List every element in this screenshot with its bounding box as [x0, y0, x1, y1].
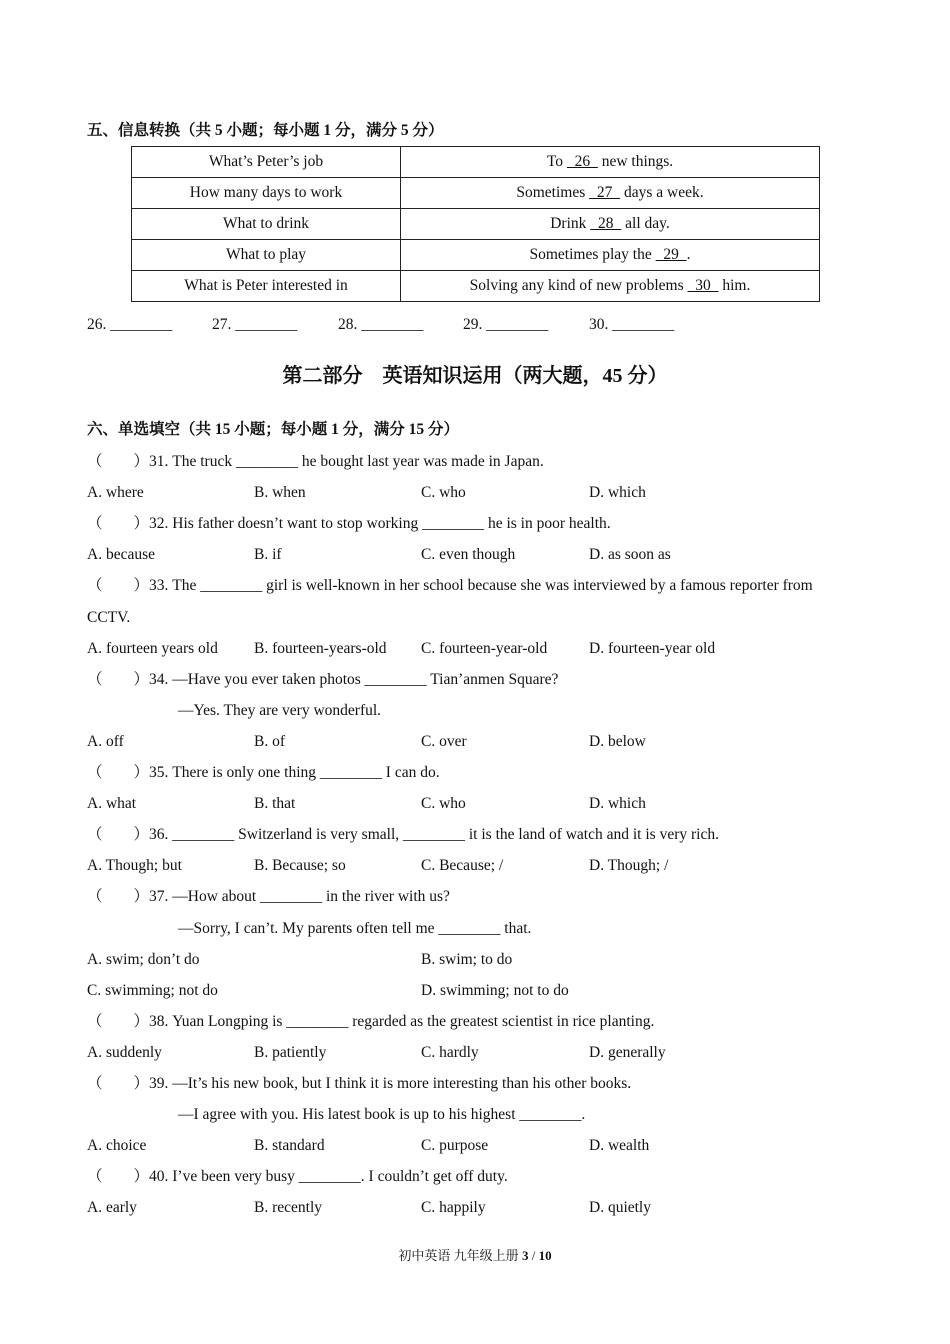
- option-a: A. where: [87, 484, 144, 501]
- question-stem: （ ）32. His father doesn’t want to stop working ________ he is in poor health.: [87, 515, 611, 532]
- option-c: C. who: [421, 795, 466, 812]
- option-b: B. when: [254, 484, 306, 501]
- info-table-row: [132, 178, 820, 209]
- info-question: How many days to work: [132, 178, 401, 209]
- info-answer-pre: Sometimes: [516, 184, 590, 201]
- option-d: D. swimming; not to do: [421, 982, 569, 999]
- answer-27: 27. ________: [212, 316, 298, 333]
- info-answer-post: days a week.: [620, 184, 704, 201]
- option-c: C. fourteen-year-old: [421, 640, 548, 657]
- option-d: D. below: [589, 733, 646, 750]
- option-c: C. purpose: [421, 1137, 489, 1154]
- option-b: B. of: [254, 733, 285, 750]
- info-answer-post: new things.: [597, 153, 674, 170]
- option-d: D. wealth: [589, 1137, 650, 1154]
- question-stem: （ ）38. Yuan Longping is ________ regarded as the greatest scientist in rice planting.: [87, 1013, 655, 1030]
- question-stem-continued: CCTV.: [87, 609, 131, 626]
- option-a: A. choice: [87, 1137, 147, 1154]
- info-answer: [401, 147, 820, 178]
- info-answer-pre: Solving any kind of new problems: [469, 277, 688, 294]
- option-b: B. Because; so: [254, 857, 346, 874]
- option-d: D. Though; /: [589, 857, 669, 874]
- option-b: B. fourteen-years-old: [254, 640, 387, 657]
- question-stem: （ ）33. The ________ girl is well-known in her school because she was interviewed by a famous reporter from: [87, 577, 813, 594]
- info-blank: 26: [566, 153, 598, 170]
- option-a: A. Though; but: [87, 857, 182, 874]
- option-b: B. swim; to do: [421, 951, 513, 968]
- option-c: C. over: [421, 733, 467, 750]
- info-question: What is Peter interested in: [132, 271, 401, 302]
- info-answer-pre: Sometimes play the: [529, 246, 656, 263]
- question-stem: （ ）37. —How about ________ in the river with us?: [87, 888, 450, 905]
- option-c: C. who: [421, 484, 466, 501]
- option-b: B. standard: [254, 1137, 325, 1154]
- answer-26: 26. ________: [87, 316, 173, 333]
- footer-page: 3: [521, 1248, 529, 1263]
- answer-28: 28. ________: [338, 316, 424, 333]
- info-question: What to drink: [132, 209, 401, 240]
- answer-30: 30. ________: [589, 316, 675, 333]
- option-d: D. generally: [589, 1044, 666, 1061]
- option-c: C. Because; /: [421, 857, 504, 874]
- option-b: B. if: [254, 546, 282, 563]
- option-c: C. even though: [421, 546, 516, 563]
- question-stem: （ ）39. —It’s his new book, but I think it is more interesting than his other books.: [87, 1075, 632, 1092]
- info-blank: 29: [655, 246, 687, 263]
- option-a: A. because: [87, 546, 155, 563]
- info-table-row: [132, 209, 820, 240]
- info-answer: [401, 240, 820, 271]
- option-d: D. which: [589, 484, 646, 501]
- question-stem: （ ）35. There is only one thing ________ I can do.: [87, 764, 440, 781]
- question-stem: （ ）31. The truck ________ he bought last year was made in Japan.: [87, 453, 544, 470]
- info-table-row: [132, 147, 820, 178]
- info-question: What’s Peter’s job: [132, 147, 401, 178]
- option-d: D. as soon as: [589, 546, 671, 563]
- section5-title: 五、信息转换（共 5 小题；每小题 1 分，满分 5 分）: [87, 122, 444, 139]
- info-answer-pre: Drink: [550, 215, 591, 232]
- part2-title: 第二部分 英语知识运用（两大题，45 分）: [282, 365, 668, 387]
- info-answer: [401, 178, 820, 209]
- question-dialog-reply: —Sorry, I can’t. My parents often tell me ________ that.: [178, 920, 532, 937]
- info-answer: [401, 209, 820, 240]
- footer-total: 10: [538, 1248, 552, 1263]
- question-dialog-reply: —Yes. They are very wonderful.: [178, 702, 382, 719]
- question-dialog-reply: —I agree with you. His latest book is up to his highest ________.: [178, 1106, 586, 1123]
- option-a: A. fourteen years old: [87, 640, 218, 657]
- option-b: B. recently: [254, 1199, 323, 1216]
- option-a: A. what: [87, 795, 137, 812]
- info-answer-post: .: [686, 246, 691, 263]
- info-table-row: [132, 271, 820, 302]
- footer-subject: 初中英语 九年级上册: [398, 1248, 522, 1263]
- info-blank: 27: [589, 184, 621, 201]
- info-question: What to play: [132, 240, 401, 271]
- option-a: A. off: [87, 733, 124, 750]
- option-c: C. hardly: [421, 1044, 479, 1061]
- info-blank: 30: [687, 277, 719, 294]
- info-table: [131, 146, 820, 302]
- info-answer-pre: To: [546, 153, 567, 170]
- info-answer-post: all day.: [621, 215, 670, 232]
- question-stem: （ ）36. ________ Switzerland is very small, ________ it is the land of watch and it is very rich.: [87, 826, 719, 843]
- option-d: D. quietly: [589, 1199, 651, 1216]
- question-stem: （ ）40. I’ve been very busy ________. I couldn’t get off duty.: [87, 1168, 508, 1185]
- section6-title: 六、单选填空（共 15 小题；每小题 1 分，满分 15 分）: [87, 421, 460, 438]
- info-blank: 28: [590, 215, 622, 232]
- option-a: A. suddenly: [87, 1044, 162, 1061]
- option-a: A. early: [87, 1199, 137, 1216]
- question-stem: （ ）34. —Have you ever taken photos ________ Tian’anmen Square?: [87, 671, 559, 688]
- option-a: A. swim; don’t do: [87, 951, 200, 968]
- info-answer-post: him.: [718, 277, 751, 294]
- option-b: B. that: [254, 795, 296, 812]
- option-b: B. patiently: [254, 1044, 327, 1061]
- option-c: C. happily: [421, 1199, 486, 1216]
- info-table-row: [132, 240, 820, 271]
- option-c: C. swimming; not do: [87, 982, 218, 999]
- answer-29: 29. ________: [463, 316, 549, 333]
- option-d: D. which: [589, 795, 646, 812]
- page-footer: [0, 1246, 950, 1266]
- info-answer: [401, 271, 820, 302]
- option-d: D. fourteen-year old: [589, 640, 716, 657]
- footer-sep: /: [528, 1248, 539, 1263]
